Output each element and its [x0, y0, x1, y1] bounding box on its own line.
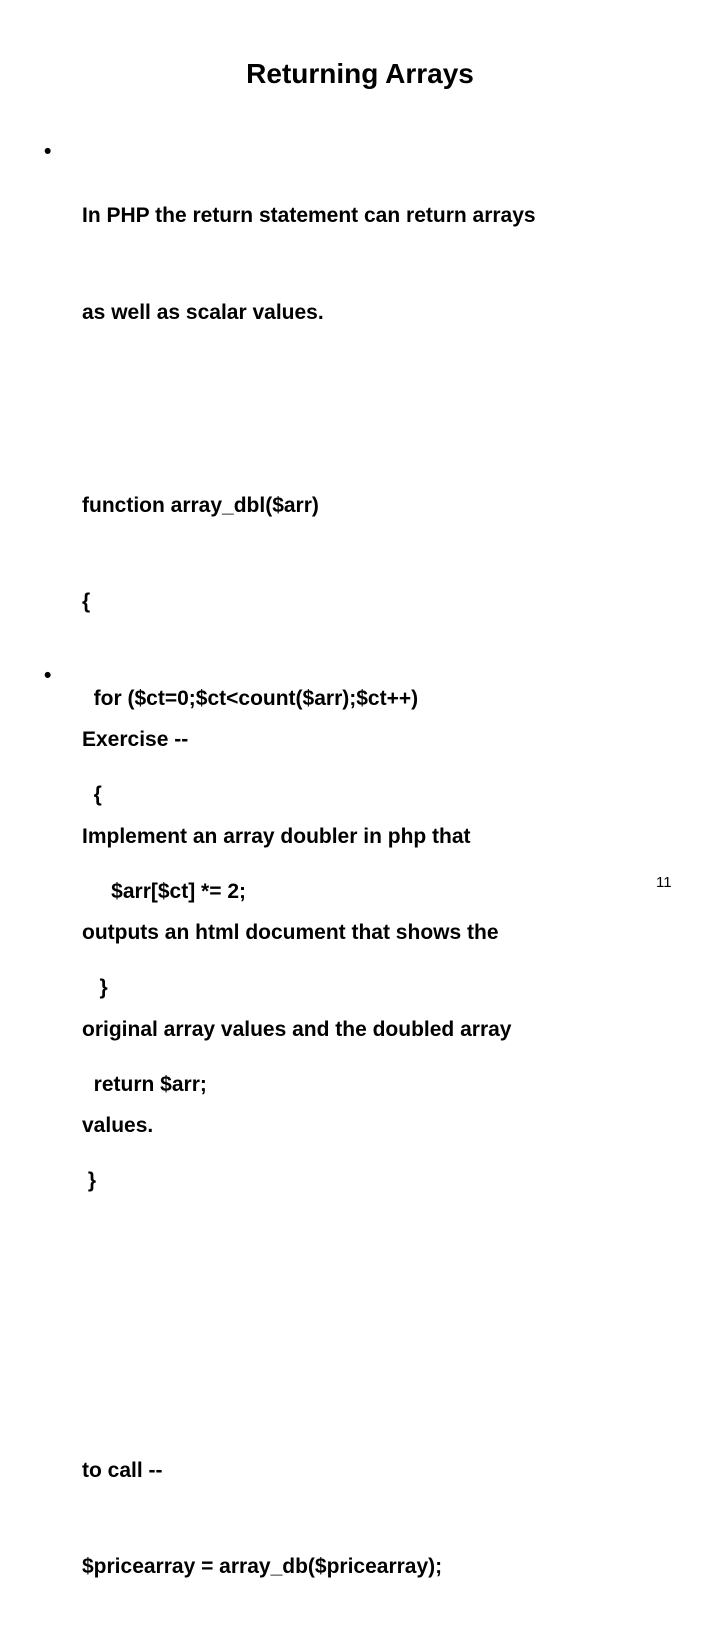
code-line: } [82, 1169, 97, 1192]
bullet-2-line: outputs an html document that shows the [82, 921, 499, 944]
bullet-1-line: as well as scalar values. [82, 300, 324, 324]
bullet-1-line: In PHP the return statement can return arrays [82, 204, 536, 227]
bullet-1-line [82, 1358, 682, 1391]
bullet-2-line: Exercise -- [82, 728, 189, 751]
page-number: 11 [656, 874, 672, 891]
bullet-2-line: original array values and the doubled array [82, 1017, 512, 1041]
code-line: $arr[$ct] *= 2; [82, 879, 246, 903]
bullet-1-line [82, 393, 682, 426]
bullet-1-line: $pricearray = array_db($pricearray); [82, 1555, 443, 1578]
bullet-1-line: to call -- [82, 1458, 163, 1482]
code-line: { [82, 783, 102, 806]
code-line: } [82, 976, 108, 999]
code-line: function array_dbl($arr) [82, 493, 319, 517]
bullet-2-line: values. [82, 1114, 154, 1137]
bullet-2-line: Implement an array doubler in php that [82, 824, 471, 848]
code-line: for ($ct=0;$ct<count($arr);$ct++) [82, 686, 419, 710]
bullet-1-line [82, 1262, 682, 1295]
slide-title: Returning Arrays [246, 58, 474, 89]
bullet-marker: • [44, 664, 52, 687]
code-line: return $arr; [82, 1072, 207, 1096]
bullet-marker: • [44, 140, 52, 163]
bullet-2-text [82, 660, 682, 1207]
code-line: { [82, 590, 91, 613]
